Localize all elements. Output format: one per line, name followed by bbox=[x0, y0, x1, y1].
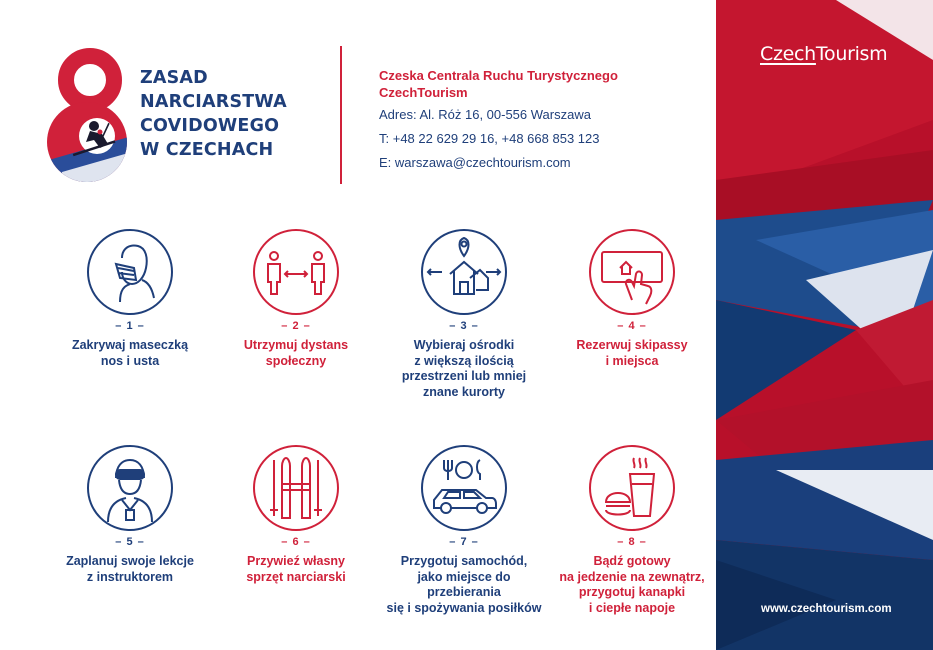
rule-number: – 7 – bbox=[449, 536, 479, 548]
rule-text bbox=[379, 338, 549, 400]
address-text: Adres: Al. Róż 16, 00-556 Warszawa bbox=[379, 107, 591, 122]
rule-text-line: nos i usta bbox=[100, 353, 160, 368]
rule-text-line: Rezerwuj skipassy bbox=[576, 338, 688, 352]
face-mask-icon bbox=[86, 228, 174, 316]
rule-number: – 2 – bbox=[281, 320, 311, 332]
rule-text-line: Przywieź własny bbox=[247, 554, 345, 568]
rule-text-line: Bądź gotowy bbox=[593, 554, 671, 568]
brand-banner bbox=[716, 0, 933, 650]
title-line: COVIDOWEGO bbox=[140, 116, 280, 136]
phone-text: T: +48 22 629 29 16, +48 668 853 123 bbox=[379, 131, 600, 146]
social-distance-icon bbox=[252, 228, 340, 316]
rule-text bbox=[45, 338, 215, 369]
rule-number: – 8 – bbox=[617, 536, 647, 548]
contact-block bbox=[379, 67, 618, 174]
rule-text-line: i miejsca bbox=[605, 353, 659, 368]
brand-word-1: Czech bbox=[760, 43, 816, 65]
rule-text bbox=[211, 338, 381, 369]
online-booking-icon bbox=[588, 228, 676, 316]
rule-text-line: społeczny bbox=[265, 353, 327, 368]
rule-text bbox=[547, 554, 717, 616]
website-url: www.czechtourism.com bbox=[761, 603, 892, 615]
rule-text bbox=[211, 554, 381, 585]
rule-2 bbox=[211, 228, 381, 369]
rule-text-line: Przygotuj samochód, bbox=[400, 554, 528, 568]
org-brand: CzechTourism bbox=[379, 85, 468, 100]
rule-5 bbox=[45, 444, 215, 585]
skis-poles-icon bbox=[252, 444, 340, 532]
rule-text-line: z większą ilością bbox=[414, 353, 514, 368]
rule-8 bbox=[547, 444, 717, 616]
czechtourism-logo bbox=[760, 43, 887, 65]
rule-text-line: jako miejsce do przebierania bbox=[417, 569, 511, 599]
rule-text-line: Utrzymuj dystans bbox=[243, 338, 349, 352]
burger-drink-icon bbox=[588, 444, 676, 532]
rule-text bbox=[45, 554, 215, 585]
rule-text-line: i ciepłe napoje bbox=[588, 600, 676, 615]
rule-number: – 5 – bbox=[115, 536, 145, 548]
brand-word-2: Tourism bbox=[815, 43, 888, 65]
rule-text bbox=[547, 338, 717, 369]
poster-title bbox=[140, 66, 287, 162]
rule-text-line: przygotuj kanapki bbox=[578, 585, 686, 599]
rule-text bbox=[379, 554, 549, 616]
rule-text-line: na jedzenie na zewnątrz, bbox=[559, 569, 705, 584]
rule-number: – 4 – bbox=[617, 320, 647, 332]
rule-number: – 3 – bbox=[449, 320, 479, 332]
rule-text-line: Zakrywaj maseczką bbox=[71, 338, 189, 352]
header-divider bbox=[340, 46, 342, 184]
org-name: Czeska Centrala Ruchu Turystycznego bbox=[379, 68, 618, 83]
rule-text-line: się i spożywania posiłków bbox=[386, 600, 542, 615]
rule-1 bbox=[45, 228, 215, 369]
abstract-geometric-background bbox=[716, 0, 933, 650]
title-line: W CZECHACH bbox=[140, 140, 274, 160]
ski-instructor-icon bbox=[86, 444, 174, 532]
rule-text-line: Zaplanuj swoje lekcje bbox=[66, 554, 194, 568]
rule-4 bbox=[547, 228, 717, 369]
title-line: NARCIARSTWA bbox=[140, 92, 287, 112]
car-meal-icon bbox=[420, 444, 508, 532]
rule-7 bbox=[379, 444, 549, 616]
rule-text-line: przestrzeni lub mniej bbox=[401, 369, 527, 383]
rule-number: – 6 – bbox=[281, 536, 311, 548]
title-line: ZASAD bbox=[140, 68, 208, 88]
resort-location-icon bbox=[420, 228, 508, 316]
rule-6 bbox=[211, 444, 381, 585]
rule-text-line: znane kurorty bbox=[423, 384, 505, 399]
rule-3 bbox=[379, 228, 549, 400]
rule-text-line: Wybieraj ośrodki bbox=[413, 338, 515, 352]
email-text: E: warszawa@czechtourism.com bbox=[379, 155, 571, 170]
rule-number: – 1 – bbox=[115, 320, 145, 332]
rule-text-line: z instruktorem bbox=[86, 569, 174, 584]
rule-text-line: sprzęt narciarski bbox=[246, 569, 346, 584]
number-8-skier-icon bbox=[42, 44, 132, 184]
